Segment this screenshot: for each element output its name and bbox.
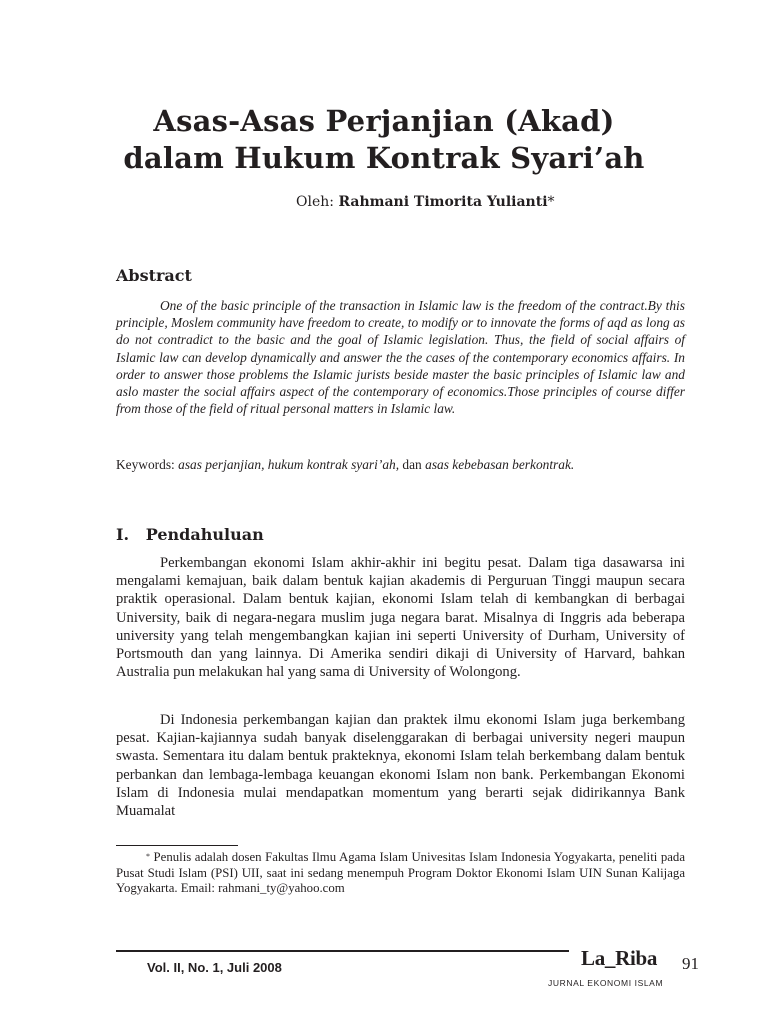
byline [296,194,555,210]
keywords-conjunction: dan [402,457,422,472]
page-number: 91 [682,954,699,973]
author-footnote-mark: * [547,194,555,210]
section-heading-pendahuluan: I. Pendahuluan [116,525,264,544]
keywords-term-2: asas kebebasan berkontrak. [425,457,575,472]
abstract-text: One of the basic principle of the transaction in Islamic law is the freedom of the contract.By this principle, Moslem community have freedom to create, to modify or to innovate the forms of aqd as long as do not contradict to the basic and the goal of Islamic legislation. Thus, the field of social affairs of Islamic law can develop dynamically and answer the the cases of the contemporary economics affairs. In order to answer those problems the Islamic jurists beside master the basic principles of Islamic law and aslo master the social affairs aspect of the contemporary of economics.Those principles of course differ from those of the field of ritual personal matters in Islamic law. [116,298,685,417]
journal-logo-subtitle: JURNAL EKONOMI ISLAM [548,978,664,988]
keywords [116,456,685,473]
keywords-term-1: asas perjanjian, hukum kontrak syari’ah, [178,457,400,472]
byline-prefix: Oleh: [296,194,334,210]
footnote-mark: * [146,852,150,861]
body-paragraph-1: Perkembangan ekonomi Islam akhir-akhir ini begitu pesat. Dalam tiga dasawarsa ini mengalami kemajuan, baik dalam bentuk kajian akademis di Perguruan Tinggi maupun secara praktik operasional. Dalam bentuk kajian, ekonomi Islam telah di kembangkan di berbagai University, baik di negara-negara muslim juga negara barat. Misalnya di Inggris ada beberapa university yang telah mengembangkan kajian ini seperti University of Durham, University of Portsmouth dan yang lainnya. Di Amerika sendiri dikaji di University of Harvard, bahkan Australia pun melakukan hal yang sama di University of Wolongong. [116,555,685,681]
keywords-label: Keywords: [116,457,175,472]
abstract-heading: Abstract [116,266,192,285]
journal-logo-name: La_Riba [581,946,658,970]
volume-info: Vol. II, No. 1, Juli 2008 [147,960,282,975]
footnote-divider [116,845,238,846]
footer-divider [116,950,569,952]
body-paragraph-2: Di Indonesia perkembangan kajian dan praktek ilmu ekonomi Islam juga berkembang pesat. Kajian-kajiannya sudah banyak diselenggarakan di berbagai university negeri maupun swasta. Sementara itu dalam bentuk prakteknya, ekonomi Islam telah berkembang dalam bentuk perbankan dan lembaga-lembaga keuangan ekonomi Islam non bank. Perkembangan Ekonomi Islam di Indonesia mulai mendapatkan momentum yang berarti sejak didirikannya Bank Muamalat [116,712,685,820]
paper-title [0,103,768,177]
author-name: Rahmani Timorita Yulianti [338,194,548,210]
footnote-text: Penulis adalah dosen Fakultas Ilmu Agama Islam Univesitas Islam Indonesia Yogyakarta, peneliti pada Pusat Studi Islam (PSI) UII, saat ini sedang menempuh Program Doktor Ekonomi Islam UIN Sunan Kalijaga Yogyakarta. Email: rahmani_ty@yahoo.com [116,850,685,896]
title-line-2: dalam Hukum Kontrak Syari’ah [123,141,645,175]
title-line-1: Asas-Asas Perjanjian (Akad) [153,104,615,138]
footnote [116,850,685,897]
